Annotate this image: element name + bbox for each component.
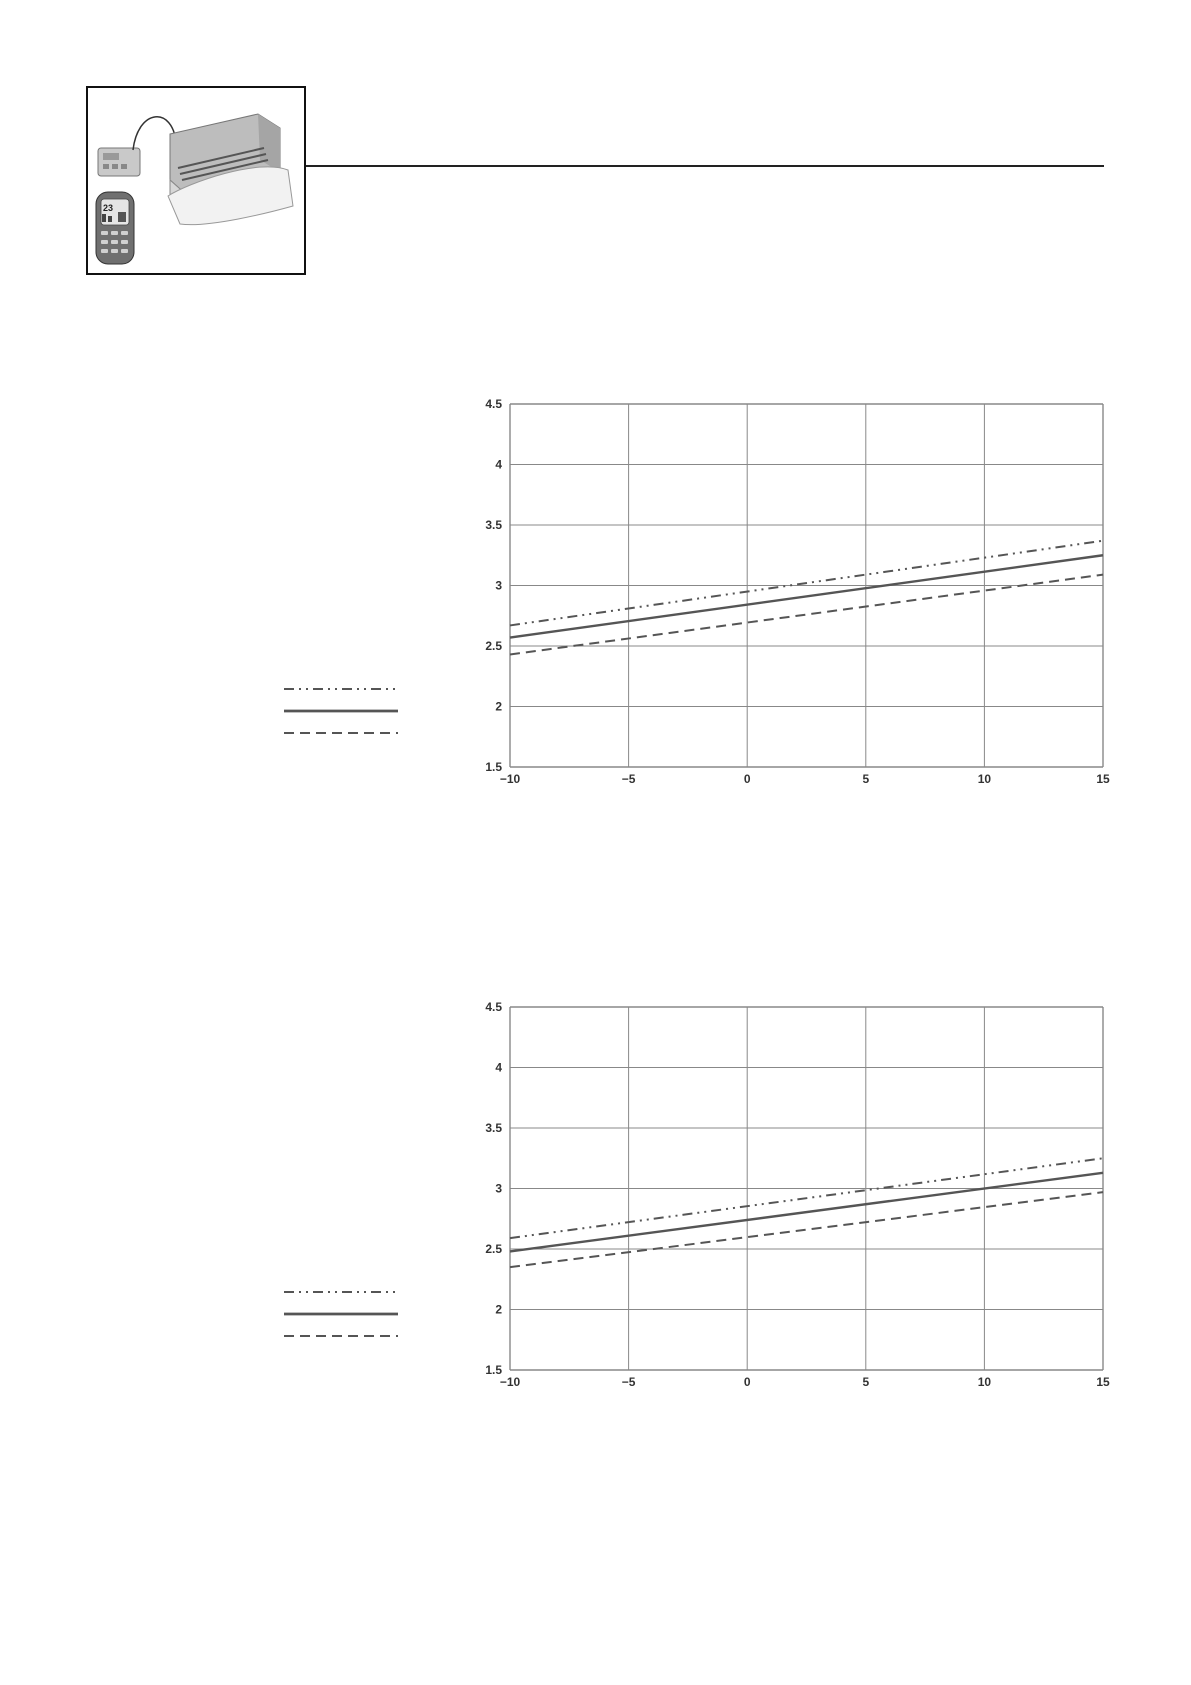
- y-tick-label: 4: [495, 457, 502, 472]
- chart-1: [0, 380, 1191, 800]
- x-tick-label: −10: [499, 772, 521, 786]
- y-tick-label: 1.5: [485, 760, 502, 774]
- x-tick-label: −10: [499, 1375, 521, 1389]
- series-line-solid: [510, 1173, 1103, 1252]
- y-tick-label: 4: [495, 1060, 502, 1075]
- x-tick-label: 15: [1096, 772, 1110, 786]
- x-tick-label: 0: [743, 772, 751, 786]
- y-tick-label: 3.5: [485, 1121, 502, 1135]
- y-tick-label: 2.5: [485, 639, 502, 653]
- y-tick-label: 3.5: [485, 518, 502, 532]
- y-tick-label: 4.5: [485, 397, 502, 411]
- ceiling-cassette-unit-icon: [88, 88, 306, 275]
- chart-2: [0, 983, 1191, 1403]
- header-rule: [306, 165, 1104, 167]
- x-tick-label: 10: [977, 1375, 992, 1389]
- x-tick-label: 15: [1096, 1375, 1110, 1389]
- y-tick-label: 3: [495, 1181, 502, 1196]
- x-tick-label: 5: [862, 1375, 870, 1389]
- series-line-solid: [510, 555, 1103, 637]
- x-tick-label: −5: [621, 772, 636, 786]
- remote-display-temp: 23: [103, 203, 114, 213]
- x-tick-label: 0: [743, 1375, 751, 1389]
- x-tick-label: −5: [621, 1375, 636, 1389]
- y-tick-label: 2: [495, 699, 502, 714]
- y-tick-label: 4.5: [485, 1000, 502, 1014]
- y-tick-label: 1.5: [485, 1363, 502, 1377]
- series-line-dash-dot-dot: [510, 1158, 1103, 1238]
- y-tick-label: 3: [495, 578, 502, 593]
- series-line-dashed: [510, 575, 1103, 655]
- series-line-dash-dot-dot: [510, 541, 1103, 626]
- y-tick-label: 2.5: [485, 1242, 502, 1256]
- x-tick-label: 5: [862, 772, 870, 786]
- x-tick-label: 10: [977, 772, 992, 786]
- y-tick-label: 2: [495, 1302, 502, 1317]
- product-image: [86, 86, 306, 275]
- series-line-dashed: [510, 1192, 1103, 1267]
